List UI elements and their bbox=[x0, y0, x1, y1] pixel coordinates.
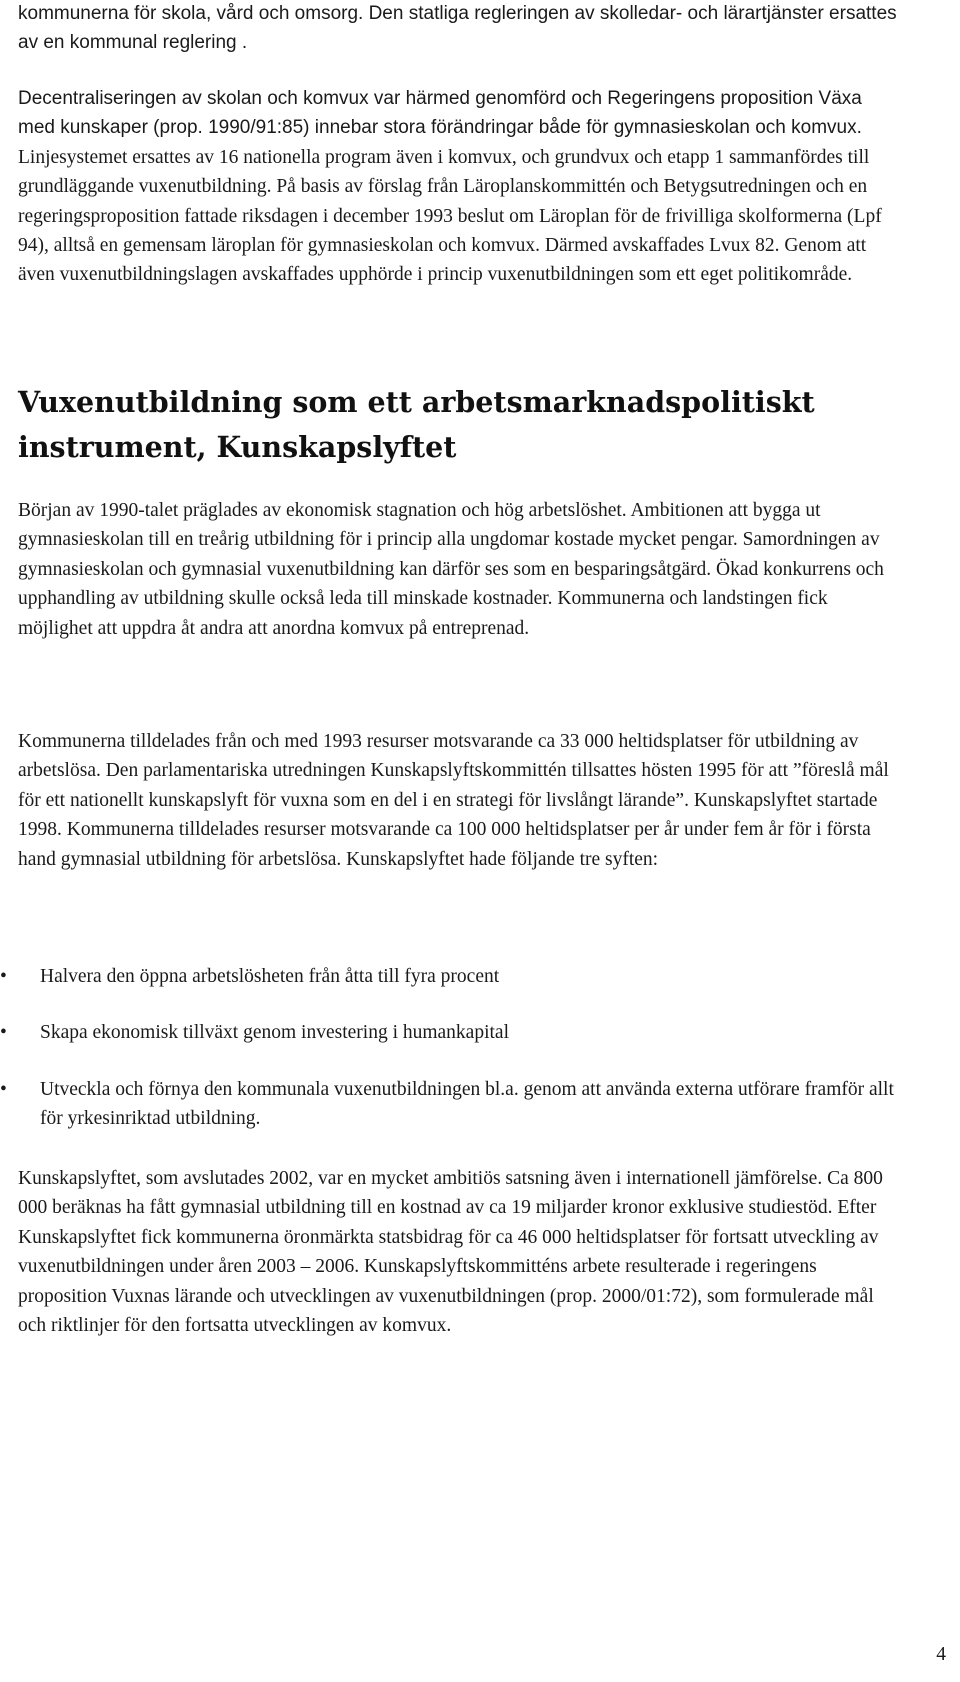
bullet-icon: • bbox=[0, 1022, 7, 1043]
list-item-text: Utveckla och förnya den kommunala vuxenutbildningen bl.a. genom att använda externa utförare framför allt för yrkesinriktad utbildning. bbox=[40, 1079, 894, 1130]
page-number: 4 bbox=[936, 1644, 946, 1665]
paragraph-conclusion: Kunskapslyftet, som avslutades 2002, var en mycket ambitiös satsning även i internationell jämförelse. Ca 800 000 beräknas ha fått gymnasial utbildning till en kostnad av ca 19 miljarder kronor exklusive studiestöd. Efter Kunskapslyftet fick kommunerna öronmärkta statsbidrag för ca 46 000 heltidsplatser för fortsatt utveckling av vuxenutbildningen under åren 2003 – 2006. Kunskapslyftskommitténs arbete resulterade i regeringens proposition Vuxnas lärande och utvecklingen av vuxenutbildningen (prop. 2000/01:72), som formulerade mål och riktlinjer för den fortsatta utvecklingen av komvux. bbox=[18, 1168, 883, 1337]
section-heading: Vuxenutbildning som ett arbetsmarknadspolitiskt instrument, Kunskapslyftet bbox=[18, 385, 815, 464]
paragraph-regulation: kommunerna för skola, vård och omsorg. Den statliga regleringen av skolledar- och lärartjänster ersattes av en kommunal reglering . bbox=[18, 3, 897, 54]
list-item-text: Halvera den öppna arbetslösheten från åtta till fyra procent bbox=[40, 966, 500, 987]
bullet-icon: • bbox=[0, 1079, 7, 1100]
bullet-icon: • bbox=[0, 966, 7, 987]
paragraph-decentralization-serif: Linjesystemet ersattes av 16 nationella program även i komvux, och grundvux och etapp 1 sammanfördes till grundläggande vuxenutbildning. På basis av förslag från Läroplanskommittén och Betygsutredningen och en regeringsproposition fattade riksdagen i december 1993 beslut om Läroplan för de frivilliga skolformerna (Lpf 94), alltså en gemensam läroplan för gymnasieskolan och komvux. Därmed avskaffades Lvux 82. Genom att även vuxenutbildningslagen avskaffades upphörde i princip vuxenutbildningen som ett eget politikområde. bbox=[18, 146, 882, 286]
paragraph-decentralization-sans: Decentraliseringen av skolan och komvux var härmed genomförd och Regeringens proposition Växa med kunskaper (prop. 1990/91:85) innebar stora förändringar både för gymnasieskolan och komvux. bbox=[18, 88, 862, 139]
paragraph-decentralization bbox=[18, 84, 898, 290]
list-item bbox=[0, 962, 918, 991]
list-item-text: Skapa ekonomisk tillväxt genom investering i humankapital bbox=[40, 1022, 509, 1043]
bullet-list-item-3 bbox=[0, 1075, 918, 1134]
bullet-list-item-2 bbox=[0, 1018, 918, 1047]
bullet-list-item-1 bbox=[0, 962, 918, 991]
paragraph-1990s-economy: Början av 1990-talet präglades av ekonomisk stagnation och hög arbetslöshet. Ambitionen att bygga ut gymnasieskolan till en treårig utbildning för i princip alla ungdomar kostade mycket pengar. Samordningen av gymnasieskolan och gymnasial vuxenutbildning kan därför ses som en besparingsåtgärd. Ökad konkurrens och upphandling av utbildning skulle också leda till minskade kostnader. Kommunerna och landstingen fick möjlighet att uppdra åt andra att anordna komvux på entreprenad. bbox=[18, 500, 884, 639]
list-item bbox=[0, 1075, 918, 1134]
paragraph-kunskapslyftet: Kommunerna tilldelades från och med 1993 resurser motsvarande ca 33 000 heltidsplatser för utbildning av arbetslösa. Den parlamentariska utredningen Kunskapslyftskommittén tillsattes hösten 1995 för att ”föreslå mål för ett nationellt kunskapslyft för vuxna som en del i en strategi för livslångt lärande”. Kunskapslyftet startade 1998. Kommunerna tilldelades resurser motsvarande ca 100 000 heltidsplatser per år under fem år för i första hand gymnasial utbildning för arbetslösa. Kunskapslyftet hade följande tre syften: bbox=[18, 731, 889, 870]
list-item bbox=[0, 1018, 918, 1047]
